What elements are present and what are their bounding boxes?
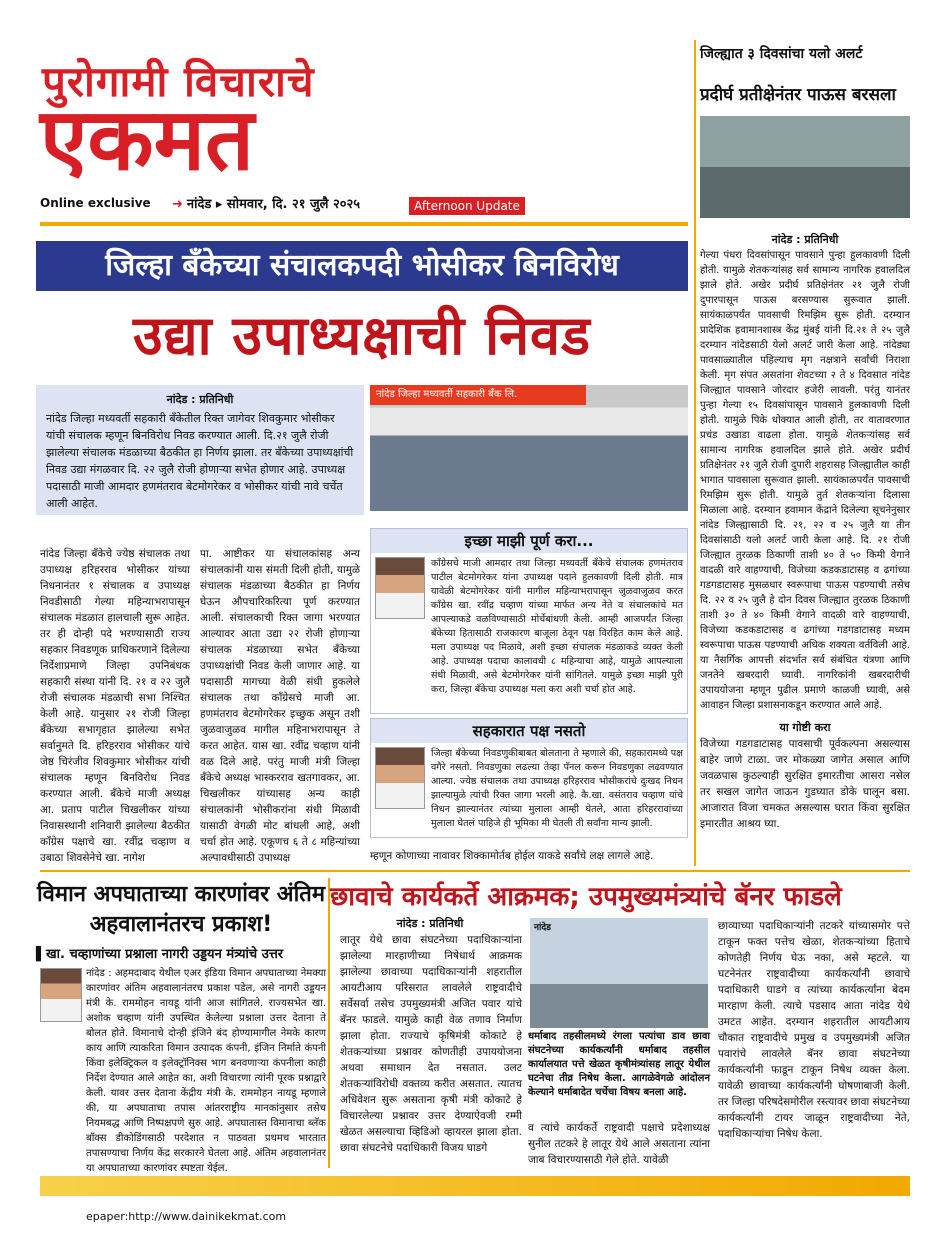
footer-rule: [40, 1176, 910, 1196]
right-article-text: गेल्या पंधरा दिवसांपासून पावसाने पुन्हा हुलकावणी दिली होती. यामुळे शेतकऱ्यांसह सर्व सामान्य नागरिक हवालदिल झाले होते. अखेर प्रदीर्घ प्रतिक्षेनंतर २१ जुलै रोजी दुपारपासून पाऊस बरसण्यास सुरूवात झाली. सायंकाळपर्यंत पावसाची रिमझिम सुरू होती. दरम्यान प्रादेशिक हवामानशास्त्र केंद्र मुंबई यांनी दि.२१ ते २५ जुलै दरम्यान नांदेडसाठी येलो अलर्ट जारी केला आहे. नांदेड्या पावसाळ्यातील पहिल्याच मृग नक्षत्राने सर्वांची निराशा केली. मृग संपत असतांना शेवटच्या २ ते ४ दिवसात नांदेड जिल्ह्यात पावसाने जोरदार हजेरी लावली. परंतु यानंतर पुन्हा गेल्या १५ दिवसांपासून पावसाने हुलकावणी दिली होती. यामुळे पिके धोक्यात आली होती, तर वातावरणात प्रचंड उखाडा वाढला होता. यामुळे शेतकऱ्यांसह सर्व सामान्य नागरिक हवालदिल झाले होते. अखेर प्रदीर्घ प्रतिक्षेनंतर २१ जुलै रोजी दुपारी शहरासह जिल्ह्यातील काही भागात पावसाला सुरूवात झाली. सायंकाळपर्यंत पावसाची रिमझिम सुरू होती. यामुळे तुर्त शेतकऱ्यांना दिलासा मिळाला आहे. दरम्यान हवामान केंद्राने दिलेल्या सूचनेनुसार नांदेड जिल्ह्यासाठी दि. २१, २२ व २५ जुलै या तीन दिवसांसाठी यलो अलर्ट जारी केला आहे. दि. २१ रोजी जिल्ह्यात तुरळक ठिकाणी ताशी ४० ते ५० किमी वेगाने वादळी वारे वाहण्याची, विजेच्या कडकडाटासह व ढगांच्या गडगडाटासह मुसळधार स्वरूपाचा पाऊस पडण्याची तसेच दि. २२ व २५ जुलै हे दोन दिवस जिल्ह्यात तुरळक ठिकाणी ताशी ३० ते ४० किमी वेगाने वादळी वारे वाहण्याची, विजेच्या कडकडाटासह व ढगांच्या गडगडाटासह मध्यम स्वरूपाचा पाऊस पडण्याची अधिक शक्यता वर्तविली आहे. या नैसर्गिक आपत्ती संदर्भात सर्व संबंधित यंत्रणा आणि जनतेने खबरदारी घ्यावी. नागरिकांनी खबरदारीची उपाययोजना म्हणून पुढील प्रमाणे काळजी घ्यावी, असे आवाहन जिल्हा प्रशासनाकडून करण्यात आले आहे.: [700, 250, 910, 711]
lower-left-subtitle: ▌खा. चव्हाणांच्या प्रश्नाला नागरी उड्डयन मंत्र्यांचे उत्तर: [36, 947, 284, 962]
lower-left-text: नांदेड : अहमदाबाद येथील एअर इंडिया विमान अपघाताच्या नेमक्या कारणांवर अंतिम अहवालानंतरच प्रकाश पडेल, असे नागरी उड्डयन मंत्री के. राममोहन नायडू यांनी आज सांगितले. राज्यसभेत खा. अशोक चव्हाण यांनी उपस्थित केलेल्या प्रश्नाला उत्तर देताना ते बोलत होते. विमानाचे दोन्ही इंजिने बंद होण्यामागील नेमके कारण काय आणि त्याकरिता विमान उत्पादक कंपनी, इंजिन निर्माते कंपनी किंवा इलेक्ट्रिकल व इलेक्ट्रॉनिक्स भाग बनवणाऱ्या कंपनीला काही निर्देश देण्यात आले आहेत का, अशी विचारणा त्यांनी पूरक प्रश्नाद्वारे केली. यावर उत्तर देताना केंद्रीय मंत्री के. राममोहन नायडू म्हणाले की, या अपघाताचा तपास आंतरराष्ट्रीय मानकांनुसार तसेच नियमबद्ध आणि निष्पक्षपणे सुरु आहे. अपघातास्त विमानाचा ब्लॅक बॉक्स डीकोडिंगसाठी परदेशात न पाठवता प्रथमच भारतात तपासण्याचा निर्णय केंद्र सरकारने घेतला आहे. अंतिम अहवालानंतर या अपघाताच्या कारणांवर स्पष्टता येईल.: [86, 968, 326, 1174]
quote-box-2-title: सहकारात पक्ष नसतो: [371, 719, 687, 743]
photo-tag: नांदेड: [534, 923, 551, 933]
masthead-tagline: पुरोगामी विचाराचे: [42, 57, 315, 106]
meeting-photo: [370, 385, 688, 511]
column-divider: [694, 40, 696, 866]
photo-banner-text: नांदेड जिल्हा मध्यवर्ती सहकारी बँक लि.: [370, 385, 586, 405]
right-article-text-2: विजेच्या गडगडाटासह पावसाची पूर्वकल्पना असल्यास बाहेर जाणे टाळा. जर मोकळ्या जागेत असाल आणि जवळपास कुठल्याही सुरक्षित इमारतीचा आसरा नसेल तर सखल जागेत जाऊन गुडघ्यात डोके घालून बसा. आजारात विजा चमकत असल्यास घरात किंवा सुरक्षित इमारतीत आश्रय घ्या.: [700, 738, 910, 830]
quote-box-1: [370, 528, 688, 714]
lower-right-banner: छावाचे कार्यकर्ते आक्रमक; उपमुख्यमंत्र्यांचे बॅनर फाडले: [330, 882, 842, 912]
lower-right-byline: नांदेड : प्रतिनिधी: [396, 917, 464, 930]
epaper-link[interactable]: epaper:http://www.dainikekmat.com: [86, 1210, 287, 1223]
lower-right-column-2-tail: व त्यांचे कार्यकर्ते राष्ट्रवादी पक्षाचे प्रदेशाध्यक्ष सुनील तटकरे हे लातूर येथे आले असताना त्यांना जाब विचारण्यासाठी गेले होते. यावेळी: [528, 1122, 710, 1166]
protest-photo: [530, 918, 708, 1028]
dateline-text: नांदेड ▸ सोमवार, दि. २१ जुलै २०२५: [186, 197, 361, 212]
rain-photo: [700, 116, 910, 218]
lower-left-title: विमान अपघाताच्या कारणांवर अंतिम अहवालानंतरच प्रकाश!: [36, 882, 325, 937]
lower-right-column-3: छाव्याच्या पदाधिकाऱ्यांनी तटकरे यांच्यासमोर पत्ते टाकून फक्त पत्तेच खेळा, शेतकऱ्यांच्या हिताचे कोणतेही निर्णय घेऊ नका, असे म्हटले. या घटनेनंतर राष्ट्रवादीच्या कार्यकर्त्यांनी छावाचे पदाधिकारी घाडगे व त्यांच्या कार्यकर्त्यांना बेदम मारहाण केली. त्याचे पडसाद आता नांदेड येथे उमटत आहेत. दरम्यान शहरातील आयटीआय चौकात राष्ट्रवादीचे प्रमुख व उपमुख्यमंत्री अजित पवारांचे लावलेले बॅनर छावा संघटनेच्या कार्यकर्त्यांनी फाडून टाकून निषेध व्यक्त केला. यावेळी छावाच्या कार्यकर्त्यांनी घोषणाबाजी केली. तर जिल्हा परिषदेसमोरील रस्त्यावर छावा संघटनेच्या कार्यकर्त्यांनी टायर जाळून राष्ट्रवादीच्या नेते, पदाधिकाऱ्यांचा निषेध केला.: [718, 920, 910, 1140]
portrait-photo: [40, 968, 82, 1022]
lead-text: नांदेड जिल्हा मध्यवर्ती सहकारी बँकेतील रिक्त जागेवर शिवकुमार भोसीकर यांची संचालक म्हणून बिनविरोध निवड करण्यात आली. दि.२१ जुलै रोजी झालेल्या संचालक मंडळाच्या बैठकीत हा निर्णय झाला. तर बँकेच्या उपाध्यक्षांची निवड उद्या मंगळवार दि. २२ जुलै रोजी होणाऱ्या सभेत होणार आहे. उपाध्यक्ष पदासाठी माजी आमदार हणमंतराव बेटमोगरेकर व भोसीकर यांची नावे चर्चेत आली आहेत.: [46, 412, 354, 510]
header-rule: [40, 222, 688, 226]
arrow-right-icon: ➜: [172, 197, 183, 212]
portrait-photo: [375, 747, 425, 809]
article-column-2: पा. आष्टीकर या संचालकांसह अन्य संचालकांनी यास संमती दिली होती, यामुळे संचालक मंडळाच्या बैठकीत हा निर्णय घेऊन औपचारिकरित्या पूर्ण करण्यात आली. संचालकाची रिक्त जागा भरण्यात आल्यावर आता उद्या २२ रोजी होणाऱ्या संचालक मंडळाच्या सभेत बँकेच्या उपाध्यक्षांची निवड केली जाणार आहे. या पदासाठी मागच्या वेळी संधी हुकलेले संचालक तथा काँग्रेसचे माजी आ. हणमंतराव बेटमोगरेकर इच्छुक असून तशी जुळवाजुळव मागील महिनाभरापासून ते करत आहेत. यास खा. रवींद्र चव्हाण यांनी वळ दिले आहे. परंतु माजी मंत्री जिल्हा बँकेचे अध्यक्ष भास्करराव खतगावकर, आ. चिखलीकर यांच्यासह अन्य काही संचालकांनी भोसीकरांना संधी मिळावी यासाठी वेगळी मोट बांधली आहे, अशी चर्चा होत आहे. एकूणच ६ ते ८ महिन्यांच्या अल्पावधीसाठी उपाध्यक्ष: [200, 548, 360, 864]
lower-right-column-1: लातूर येथे छावा संघटनेच्या पदाधिकाऱ्यांना झालेल्या मारहाणीच्या निषेधार्थ आक्रमक झालेल्या छावाच्या पदाधिकाऱ्यांनी शहरातील आयटीआय परिसरात लावलेले राष्ट्रवादीचे सर्वेसर्वा तसेच उपमुख्यमंत्री अजित पवार यांचे बॅनर फाडले. यामुळे काही वेळ तणाव निर्माण झाला होता. राज्याचे कृषिमंत्री कोकाटे हे शेतकऱ्यांच्या प्रश्नावर कोणतीही उपाययोजना अथवा समाधान देत नसतात. उलट शेतकऱ्यांविरोधी वक्तव्य करीत असतात. त्यातच अधिवेशन सुरू असताना कृषी मंत्री कोकाटे हे विचारलेल्या प्रश्नावर उत्तर देण्याऐवजी रम्मी खेळत असल्याचा व्हिडिओ व्हायरल झाला होता. छावा संघटनेचे पदाधिकारी विजय घाडगे: [340, 934, 522, 1154]
lead-byline: नांदेड : प्रतिनिधी: [166, 393, 234, 406]
right-kicker: जिल्ह्यात ३ दिवसांचा यलो अलर्ट: [700, 46, 863, 62]
right-byline: नांदेड : प्रतिनिधी: [771, 233, 839, 246]
quote-box-2-text: जिल्हा बँकेच्या निवडणुकीबाबत बोलताना ते म्हणाले की, सहकारामध्ये पक्ष वगैरे नसतो. निवडणुका लढल्या तेव्हा पॅनल करून निवडणुका लढवण्यात आल्या. ज्येष्ठ संचालक तथा उपाध्यक्ष हरिहरराव भोसीकरांचे दुःखद निधन झाल्यामुळे त्यांची रिक्त जागा भरली आहे. कै.खा. वसंतराव चव्हाण यांचे निधन झाल्यानंतर त्यांच्या मुलाला आम्ही घेतले, आता हरिहररावांच्या मुलाला घेतलं पाहिजे ही भूमिका मी घेतली ती सर्वांना मान्य झाली.: [431, 748, 683, 829]
main-banner: जिल्हा बँकेच्या संचालकपदी भोसीकर बिनविरोध: [36, 241, 688, 291]
quote-box-2: [370, 718, 688, 838]
masthead-logo: एकमत: [40, 89, 255, 190]
article-column-3-tail: म्हणून कोणाच्या नावावर शिक्कामोर्तब होईल याकडे सर्वांचे लक्ष लागले आहे.: [370, 850, 654, 862]
section-rule: [40, 870, 910, 872]
quote-box-1-text: काँग्रेसचे माजी आमदार तथा जिल्हा मध्यवर्ती बँकेचे संचालक हणमंतराव पाटील बेटमोगरेकर यांना उपाध्यक्ष पदाने हुलकावणी दिली होती. मात्र यावेळी बेटमोगरेकर यांनी मागील महिन्याभरापासून जुळवाजुळव करत काँग्रेस खा. रवींद्र चव्हाण यांच्या मार्फत अन्य नेते व संचालकांचे मत आपल्याकडे वळविण्यासाठी मोर्चेबांधणी केली. आम्ही आजपर्यंत जिल्हा बँकेच्या हितासाठी राजकारण बाजूला ठेवून पक्ष विरहित काम केले आहे. मला उपाध्यक्ष पद मिळावे, अशी इच्छा संचालक मंडळाकडे व्यक्त केली आहे. उपाध्यक्ष पदाचा कालावधी ८ महिन्याचा आहे, यामुळे आपल्याला संधी मिळावी, असे बेटमोगरेकर यांनी सांगितले. यामुळे इच्छा माझी पुरी करा, जिल्हा बँकेचा उपाध्यक्ष मला करा अशी चर्चा होत आहे.: [431, 558, 683, 695]
portrait-photo: [375, 557, 425, 619]
online-exclusive-label: Online exclusive: [40, 196, 151, 210]
right-subhead: या गोष्टी करा: [779, 721, 831, 734]
main-headline: उद्या उपाध्यक्षाची निवड: [133, 304, 591, 367]
article-column-1: नांदेड जिल्हा बँकेचे ज्येष्ठ संचालक तथा उपाध्यक्ष हरिहरराव भोसीकर यांच्या निधनानंतर १ संचालक व उपाध्यक्ष निवडीसाठी गेल्या महिन्याभरापासून संचालक मंडळात हालचाली सुरू आहेत. तर ही दोन्ही पदे भरण्यासाठी राज्य सहकार निवडणूक प्राधिकरणाने दिलेल्या निर्देशाप्रमाणे जिल्हा उपनिबंधक सहकारी संस्था यांनी दि. २१ व २२ जुलै रोजी संचालक मंडळाची सभा निश्चित केली आहे. यानुसार २१ रोजी जिल्हा बँकेच्या सभागृहात झालेल्या सभेत सर्वानुमते दि. हरिहरराव भोसीकर यांचे जेष्ठ चिरंजीव शिवकुमार भोसीकर यांची संचालक म्हणून बिनविरोध निवड करण्यात आली. बँकेचे माजी अध्यक्ष आ. प्रताप पाटील चिखलीकर यांच्या निवासस्थानी शनिवारी झालेल्या बैठकीत काँग्रेस पक्षाचे खा. रवींद्र चव्हाण व उबाठा शिवसेनेचे खा. नागेश: [40, 548, 190, 864]
column-divider: [328, 878, 330, 1168]
afternoon-update-badge: Afternoon Update: [409, 197, 525, 215]
lead-box: [36, 385, 364, 515]
photo-caption: धर्माबाद तहसीलमध्ये रंगला पत्यांचा डाव छावा संघटनेच्या कार्यकर्त्यांनी धर्माबाद तहसील कार्यालयात पत्ते खेळत कृषीमंत्र्यांसह लातूर येथील घटनेचा तीव्र निषेध केला. आगळेवेगळे आंदोलन केल्याने धर्माबादेत चर्चेचा विषय बनला आहे.: [528, 1031, 710, 1098]
quote-box-1-title: इच्छा माझी पूर्ण करा...: [371, 529, 687, 553]
right-title: प्रदीर्घ प्रतीक्षेनंतर पाऊस बरसला: [700, 85, 896, 105]
dateline: [172, 194, 360, 212]
